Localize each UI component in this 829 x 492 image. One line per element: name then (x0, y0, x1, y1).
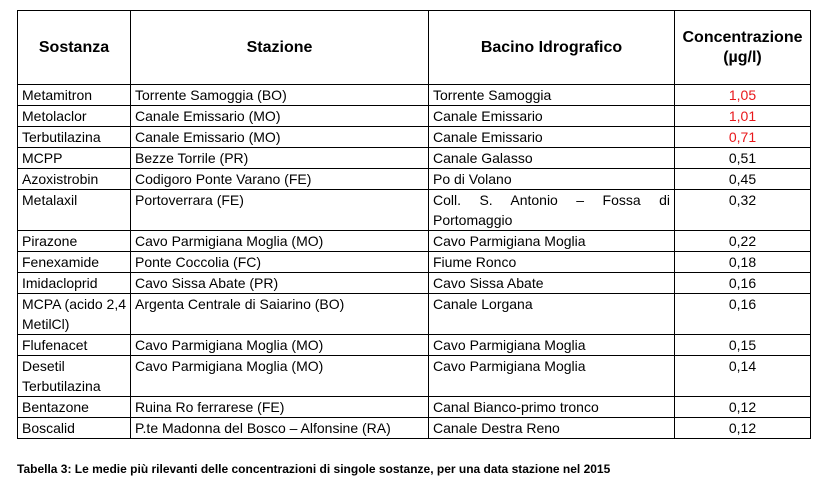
cell-basin: Cavo Parmigiana Moglia (429, 231, 675, 252)
cell-substance: Desetil Terbutilazina (18, 356, 131, 397)
table-row (18, 148, 811, 169)
table-row (18, 397, 811, 418)
table-row (18, 85, 811, 106)
cell-concentration: 0,12 (675, 397, 811, 418)
cell-substance: Flufenacet (18, 335, 131, 356)
cell-concentration: 0,16 (675, 273, 811, 294)
table-row (18, 335, 811, 356)
cell-substance: Metolaclor (18, 106, 131, 127)
concentration-table (17, 10, 811, 439)
cell-basin: Fiume Ronco (429, 252, 675, 273)
cell-station: Cavo Parmigiana Moglia (MO) (131, 231, 429, 252)
cell-substance: Azoxistrobin (18, 169, 131, 190)
header-basin: Bacino Idrografico (429, 11, 675, 85)
cell-substance: Metalaxil (18, 190, 131, 231)
header-concentration (675, 11, 811, 85)
cell-concentration: 0,14 (675, 356, 811, 397)
cell-basin: Cavo Parmigiana Moglia (429, 335, 675, 356)
header-concentration-label: Concentrazione (682, 28, 803, 46)
cell-concentration: 0,71 (675, 127, 811, 148)
cell-concentration: 0,51 (675, 148, 811, 169)
cell-basin: Canal Bianco-primo tronco (429, 397, 675, 418)
cell-station: Cavo Parmigiana Moglia (MO) (131, 335, 429, 356)
table-row (18, 252, 811, 273)
cell-substance: Bentazone (18, 397, 131, 418)
table-row (18, 169, 811, 190)
table-row (18, 418, 811, 439)
cell-concentration: 0,12 (675, 418, 811, 439)
cell-station: Argenta Centrale di Saiarino (BO) (131, 294, 429, 335)
cell-station: Ponte Coccolia (FC) (131, 252, 429, 273)
cell-concentration: 0,45 (675, 169, 811, 190)
cell-station: Ruina Ro ferrarese (FE) (131, 397, 429, 418)
cell-station: P.te Madonna del Bosco – Alfonsine (RA) (131, 418, 429, 439)
cell-concentration: 0,16 (675, 294, 811, 335)
cell-station: Bezze Torrile (PR) (131, 148, 429, 169)
table-row (18, 190, 811, 231)
cell-station: Torrente Samoggia (BO) (131, 85, 429, 106)
cell-substance: Fenexamide (18, 252, 131, 273)
cell-basin: Canale Emissario (429, 106, 675, 127)
cell-basin: Cavo Sissa Abate (429, 273, 675, 294)
cell-basin: Canale Galasso (429, 148, 675, 169)
cell-station: Cavo Parmigiana Moglia (MO) (131, 356, 429, 397)
cell-station: Codigoro Ponte Varano (FE) (131, 169, 429, 190)
table-row (18, 106, 811, 127)
table-header-row (18, 11, 811, 85)
cell-substance: MCPA (acido 2,4 MetilCl) (18, 294, 131, 335)
cell-substance: Boscalid (18, 418, 131, 439)
cell-basin: Torrente Samoggia (429, 85, 675, 106)
cell-basin: Canale Destra Reno (429, 418, 675, 439)
header-concentration-unit: (µg/l) (723, 48, 762, 66)
cell-concentration: 0,22 (675, 231, 811, 252)
cell-substance: Pirazone (18, 231, 131, 252)
cell-concentration: 0,18 (675, 252, 811, 273)
table-caption: Tabella 3: Le medie più rilevanti delle concentrazioni di singole sostanze, per una data stazione nel 2015 (17, 462, 611, 476)
cell-substance: Terbutilazina (18, 127, 131, 148)
cell-concentration: 1,01 (675, 106, 811, 127)
cell-concentration: 0,32 (675, 190, 811, 231)
table-body (18, 85, 811, 439)
cell-substance: MCPP (18, 148, 131, 169)
cell-substance: Metamitron (18, 85, 131, 106)
cell-basin: Canale Emissario (429, 127, 675, 148)
table-row (18, 127, 811, 148)
cell-concentration: 1,05 (675, 85, 811, 106)
document-content (17, 10, 810, 439)
cell-basin: Cavo Parmigiana Moglia (429, 356, 675, 397)
cell-substance: Imidacloprid (18, 273, 131, 294)
cell-basin: Po di Volano (429, 169, 675, 190)
table-row (18, 231, 811, 252)
table-row (18, 294, 811, 335)
cell-station: Canale Emissario (MO) (131, 106, 429, 127)
cell-station: Cavo Sissa Abate (PR) (131, 273, 429, 294)
cell-basin: Coll. S. Antonio – Fossa di Portomaggio (429, 190, 675, 231)
header-substance: Sostanza (18, 11, 131, 85)
cell-basin: Canale Lorgana (429, 294, 675, 335)
table-row (18, 356, 811, 397)
header-station: Stazione (131, 11, 429, 85)
table-row (18, 273, 811, 294)
cell-concentration: 0,15 (675, 335, 811, 356)
cell-station: Canale Emissario (MO) (131, 127, 429, 148)
cell-station: Portoverrara (FE) (131, 190, 429, 231)
